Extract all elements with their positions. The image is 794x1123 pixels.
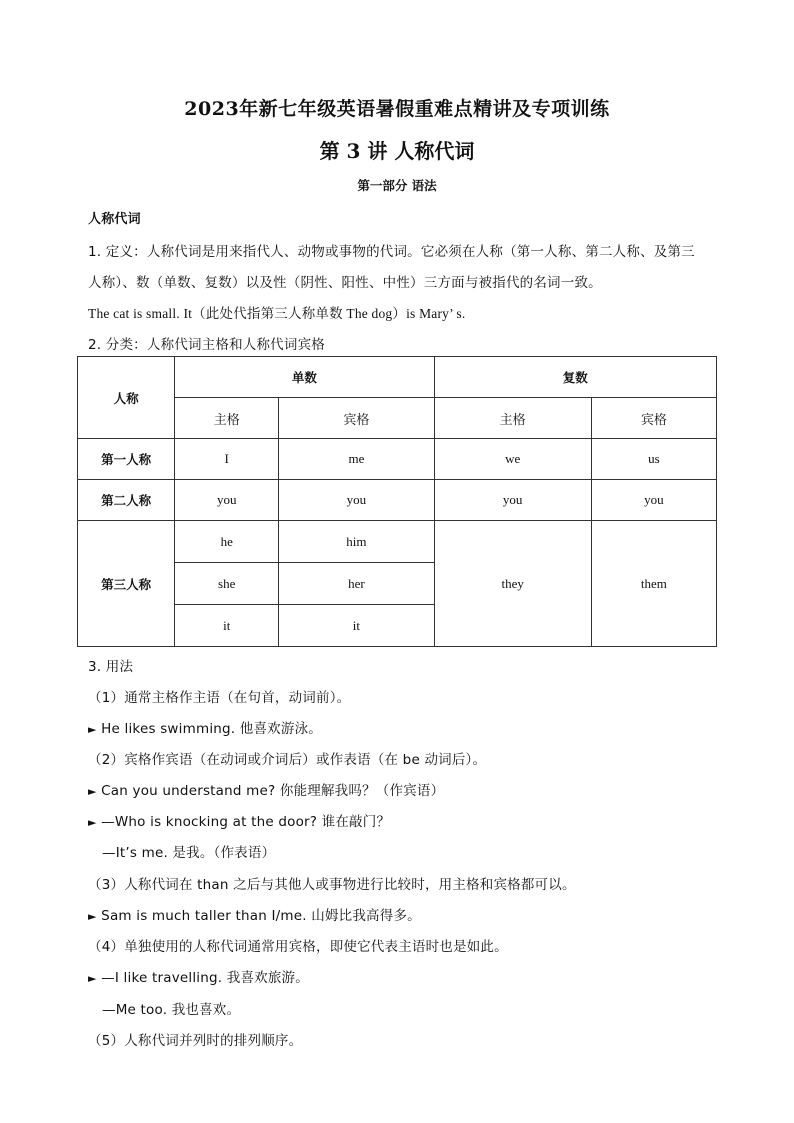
usage-example-1 — [88, 717, 322, 737]
plural-nominative-header: 主格 — [434, 398, 591, 439]
singular-nominative-header: 主格 — [175, 398, 279, 439]
usage-example-2c: —It’s me. 是我。（作表语） — [102, 845, 276, 861]
table-cell: you — [591, 480, 716, 521]
usage-rule-1: （1）通常主格作主语（在句首，动词前）。 — [88, 690, 351, 706]
table-cell: it — [279, 605, 434, 647]
example-text: Can you understand me? 你能理解我吗？（作宾语） — [101, 783, 445, 799]
bullet-icon: ► — [88, 723, 97, 736]
definition-example: The cat is small. It（此处代指第三人称单数 The dog）is Mary’ s. — [88, 306, 466, 321]
table-cell: him — [279, 521, 434, 563]
topic-heading: 人称代词 — [88, 212, 141, 227]
example-text: Sam is much taller than I/me. 山姆比我高得多。 — [101, 908, 421, 924]
usage-rule-2: （2）宾格作宾语（在动词或介词后）或作表语（在 be 动词后）。 — [88, 752, 487, 768]
table-cell: I — [175, 439, 279, 480]
person-header: 人称 — [78, 357, 175, 439]
example-text: He likes swimming. 他喜欢游泳。 — [101, 721, 322, 737]
bullet-icon: ► — [88, 785, 97, 798]
table-cell: it — [175, 605, 279, 647]
document-title: 2023年新七年级英语暑假重难点精讲及专项训练 — [184, 98, 610, 120]
table-cell: we — [434, 439, 591, 480]
usage-example-4a — [88, 966, 309, 986]
definition-line-2: 人称）、数（单数、复数）以及性（阴性、阳性、中性）三方面与被指代的名词一致。 — [88, 275, 602, 291]
classification-heading: 2. 分类：人称代词主格和人称代词宾格 — [88, 337, 325, 353]
table-cell: they — [434, 521, 591, 647]
table-cell: them — [591, 521, 716, 647]
table-cell: her — [279, 563, 434, 605]
singular-header: 单数 — [175, 357, 434, 398]
first-person-label: 第一人称 — [78, 439, 175, 480]
plural-header: 复数 — [434, 357, 716, 398]
usage-rule-4: （4）单独使用的人称代词通常用宾格，即使它代表主语时也是如此。 — [88, 939, 508, 955]
table-cell: me — [279, 439, 434, 480]
usage-rule-3: （3）人称代词在 than 之后与其他人或事物进行比较时，用主格和宾格都可以。 — [88, 877, 576, 893]
table-row — [78, 521, 717, 563]
third-person-label: 第三人称 — [78, 521, 175, 647]
table-cell: you — [279, 480, 434, 521]
singular-objective-header: 宾格 — [279, 398, 434, 439]
table-cell: you — [434, 480, 591, 521]
lecture-title: 第 3 讲 人称代词 — [319, 139, 475, 163]
usage-example-2a — [88, 779, 444, 799]
usage-heading: 3. 用法 — [88, 659, 134, 675]
bullet-icon: ► — [88, 972, 97, 985]
plural-objective-header: 宾格 — [591, 398, 716, 439]
table-cell: you — [175, 480, 279, 521]
table-cell: us — [591, 439, 716, 480]
table-cell: she — [175, 563, 279, 605]
definition-line-1: 1. 定义：人称代词是用来指代人、动物或事物的代词。它必须在人称（第一人称、第二人称、及第三 — [88, 244, 695, 260]
table-cell: he — [175, 521, 279, 563]
pronoun-table — [77, 356, 717, 647]
usage-example-4b: —Me too. 我也喜欢。 — [102, 1002, 241, 1018]
second-person-label: 第二人称 — [78, 480, 175, 521]
example-text: —I like travelling. 我喜欢旅游。 — [101, 970, 309, 986]
usage-example-3 — [88, 904, 421, 924]
bullet-icon: ► — [88, 910, 97, 923]
table-row — [78, 480, 717, 521]
usage-example-2b — [88, 810, 390, 830]
bullet-icon: ► — [88, 816, 97, 829]
section-title: 第一部分 语法 — [357, 178, 437, 193]
table-row — [78, 439, 717, 480]
usage-rule-5: （5）人称代词并列时的排列顺序。 — [88, 1033, 303, 1049]
example-text: —Who is knocking at the door? 谁在敲门？ — [101, 814, 391, 830]
